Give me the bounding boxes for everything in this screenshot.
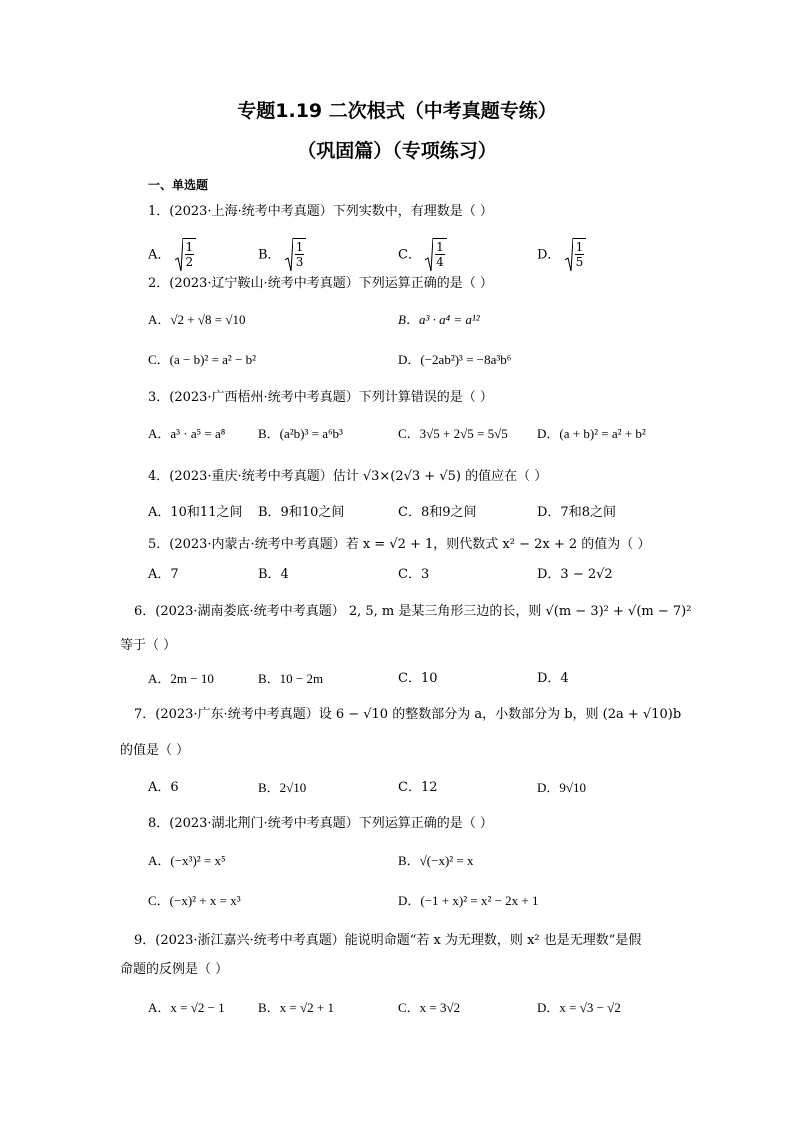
question-3-option-a: A．a³ · a⁵ = a⁸ [148, 426, 226, 441]
denominator: 2 [185, 255, 194, 269]
question-9-option-b: B．x = √2 + 1 [258, 1000, 334, 1015]
question-5-stem: 5．(2023·内蒙古·统考中考真题）若 x = √2 + 1，则代数式 x² − 2x + 2 的值为（ ） [148, 537, 651, 552]
question-7-stem-cont: 的值是（ ） [120, 743, 190, 758]
question-2-stem: 2．(2023·辽宁鞍山·统考中考真题）下列运算正确的是（ ） [148, 276, 493, 291]
question-8-option-c: C．(−x)² + x = x³ [148, 893, 241, 908]
question-2-option-b: B．a³ · a⁴ = a¹² [398, 312, 480, 327]
question-4-option-d: D．7和8之间 [537, 505, 616, 520]
denominator: 3 [295, 255, 304, 269]
radical-sign-icon [285, 238, 293, 272]
question-7-option-d: D．9√10 [537, 780, 587, 795]
question-1-stem: 1．(2023·上海·统考中考真题）下列实数中，有理数是（ ） [148, 204, 493, 219]
question-3-option-c: C．3√5 + 2√5 = 5√5 [398, 426, 508, 441]
question-7-stem: 7．(2023·广东·统考中考真题）设 6 − √10 的整数部分为 a，小数部分为 b，则 (2a + √10)b [134, 707, 682, 722]
question-7-option-a: A．6 [148, 780, 179, 795]
question-9-stem-cont: 命题的反例是（ ） [120, 962, 229, 977]
question-4-option-c: C．8和9之间 [398, 505, 477, 520]
sqrt-fraction [175, 238, 197, 272]
question-4-stem: 4．(2023·重庆·统考中考真题）估计 √3×(2√3 + √5) 的值应在（ ） [148, 469, 548, 484]
option-letter: D． [537, 247, 561, 263]
question-3-option-d: D．(a + b)² = a² + b² [537, 426, 646, 441]
question-1-option-b [258, 238, 306, 272]
question-2-option-c: C．(a − b)² = a² − b² [148, 352, 257, 367]
title-line-1: 专题1.19 二次根式（中考真题专练） [237, 100, 557, 122]
question-9-option-c: C．x = 3√2 [398, 1000, 461, 1015]
question-6-option-c: C．10 [398, 671, 438, 686]
sqrt-fraction [565, 238, 587, 272]
question-5-option-b: B．4 [258, 567, 289, 582]
radical-sign-icon [425, 238, 433, 272]
denominator: 4 [436, 255, 444, 269]
question-2-option-d: D．(−2ab²)³ = −8a³b⁶ [398, 352, 512, 367]
question-8-option-d: D．(−1 + x)² = x² − 2x + 1 [398, 893, 539, 908]
sqrt-fraction [285, 238, 307, 272]
question-1-option-d [537, 238, 586, 272]
question-6-option-b: B．10 − 2m [258, 671, 324, 686]
question-6-stem: 6．(2023·湖南娄底·统考中考真题） 2, 5, m 是某三角形三边的长，则 √(m − 3)² + √(m − 7)² [134, 604, 692, 619]
radical-sign-icon [565, 238, 573, 272]
question-1-option-a [148, 238, 196, 272]
question-8-option-a: A．(−x³)² = x⁵ [148, 853, 226, 868]
question-9-option-d: D．x = √3 − √2 [537, 1000, 621, 1015]
question-3-option-b: B．(a²b)³ = a⁶b³ [258, 426, 343, 441]
question-3-stem: 3．(2023·广西梧州·统考中考真题）下列计算错误的是（ ） [148, 390, 493, 405]
question-8-option-b: B．√(−x)² = x [398, 853, 474, 868]
option-letter: B． [258, 247, 281, 263]
question-1-option-c [398, 238, 447, 272]
question-4-option-b: B．9和10之间 [258, 505, 345, 520]
question-6-option-a: A．2m − 10 [148, 671, 214, 686]
question-6-stem-cont: 等于（ ） [120, 638, 177, 653]
title-line-2: （巩固篇）（专项练习） [297, 140, 497, 162]
denominator: 5 [575, 255, 584, 269]
numerator: 1 [575, 240, 584, 254]
sqrt-fraction [425, 238, 447, 272]
numerator: 1 [295, 240, 304, 254]
option-letter: C． [398, 247, 421, 263]
numerator: 1 [436, 240, 444, 254]
question-2-option-a: A．√2 + √8 = √10 [148, 312, 246, 327]
question-8-stem: 8．(2023·湖北荆门·统考中考真题）下列运算正确的是（ ） [148, 816, 493, 831]
section-heading: 一、单选题 [148, 178, 209, 192]
radical-sign-icon [175, 238, 183, 272]
option-letter: A． [148, 247, 171, 263]
question-5-option-c: C．3 [398, 567, 430, 582]
question-5-option-d: D．3 − 2√2 [537, 567, 613, 582]
question-5-option-a: A．7 [148, 567, 179, 582]
question-4-option-a: A．10和11之间 [148, 505, 243, 520]
question-7-option-b: B．2√10 [258, 780, 307, 795]
question-9-option-a: A．x = √2 − 1 [148, 1000, 225, 1015]
question-7-option-c: C．12 [398, 780, 438, 795]
question-6-option-d: D．4 [537, 671, 569, 686]
numerator: 1 [185, 240, 194, 254]
question-9-stem: 9．(2023·浙江嘉兴·统考中考真题）能说明命题“若 x 为无理数，则 x² 也是无理数”是假 [134, 933, 642, 948]
